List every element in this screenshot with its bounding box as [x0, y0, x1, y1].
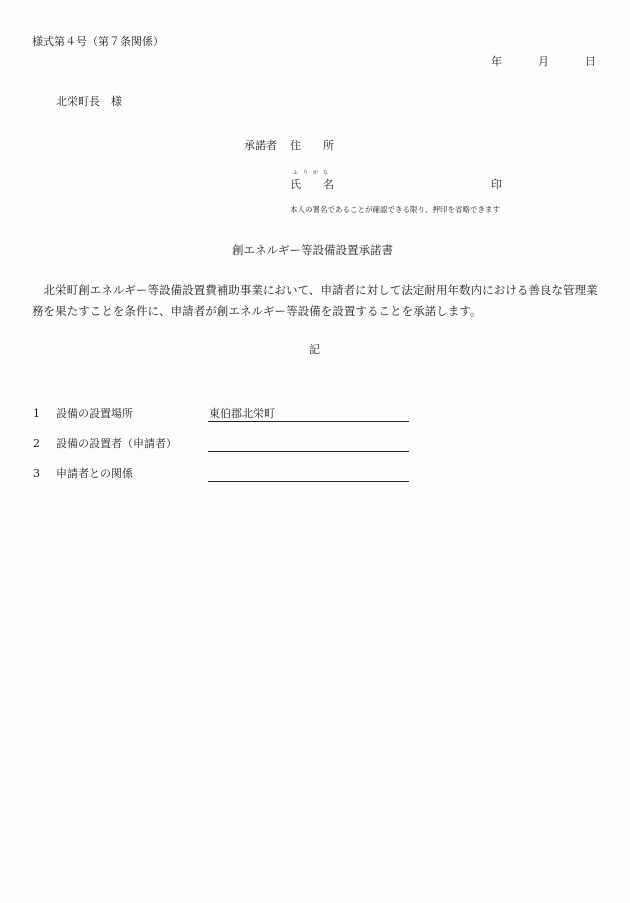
date-month-label: 月	[538, 55, 549, 68]
item-value: 東伯郡北栄町	[209, 407, 275, 420]
document-title: 創エネルギー等設備設置承諾書	[232, 243, 393, 257]
item-number: 1	[33, 407, 40, 420]
item-label: 設備の設置場所	[56, 407, 133, 420]
item-number: 2	[33, 437, 40, 450]
item-label: 設備の設置者（申請者）	[56, 437, 177, 450]
date-year-label: 年	[491, 55, 502, 68]
consenter-role: 承諾者	[244, 139, 277, 152]
seal-mark: 印	[491, 178, 502, 191]
body-paragraph: 北栄町創エネルギー等設備設置費補助事業において、申請者に対して法定耐用年数内における善良な管理業務を果たすことを条件に、申請者が創エネルギー等設備を設置することを承諾します。	[32, 283, 598, 318]
item-underline	[208, 481, 409, 482]
signature-note: 本人の署名であることが確認できる限り、押印を省略できます	[290, 205, 500, 214]
item-number: 3	[33, 467, 40, 480]
item-underline	[208, 451, 409, 452]
ki-heading: 記	[309, 343, 320, 356]
item-underline	[208, 421, 409, 422]
item-label: 申請者との関係	[56, 467, 133, 480]
address-label: 住 所	[290, 139, 334, 152]
form-number: 様式第４号（第７条関係）	[32, 35, 164, 48]
furigana-label: ふ り が な	[293, 170, 329, 176]
date-day-label: 日	[585, 55, 596, 68]
name-label: 氏 名	[290, 178, 334, 191]
addressee: 北栄町長 様	[56, 95, 122, 108]
